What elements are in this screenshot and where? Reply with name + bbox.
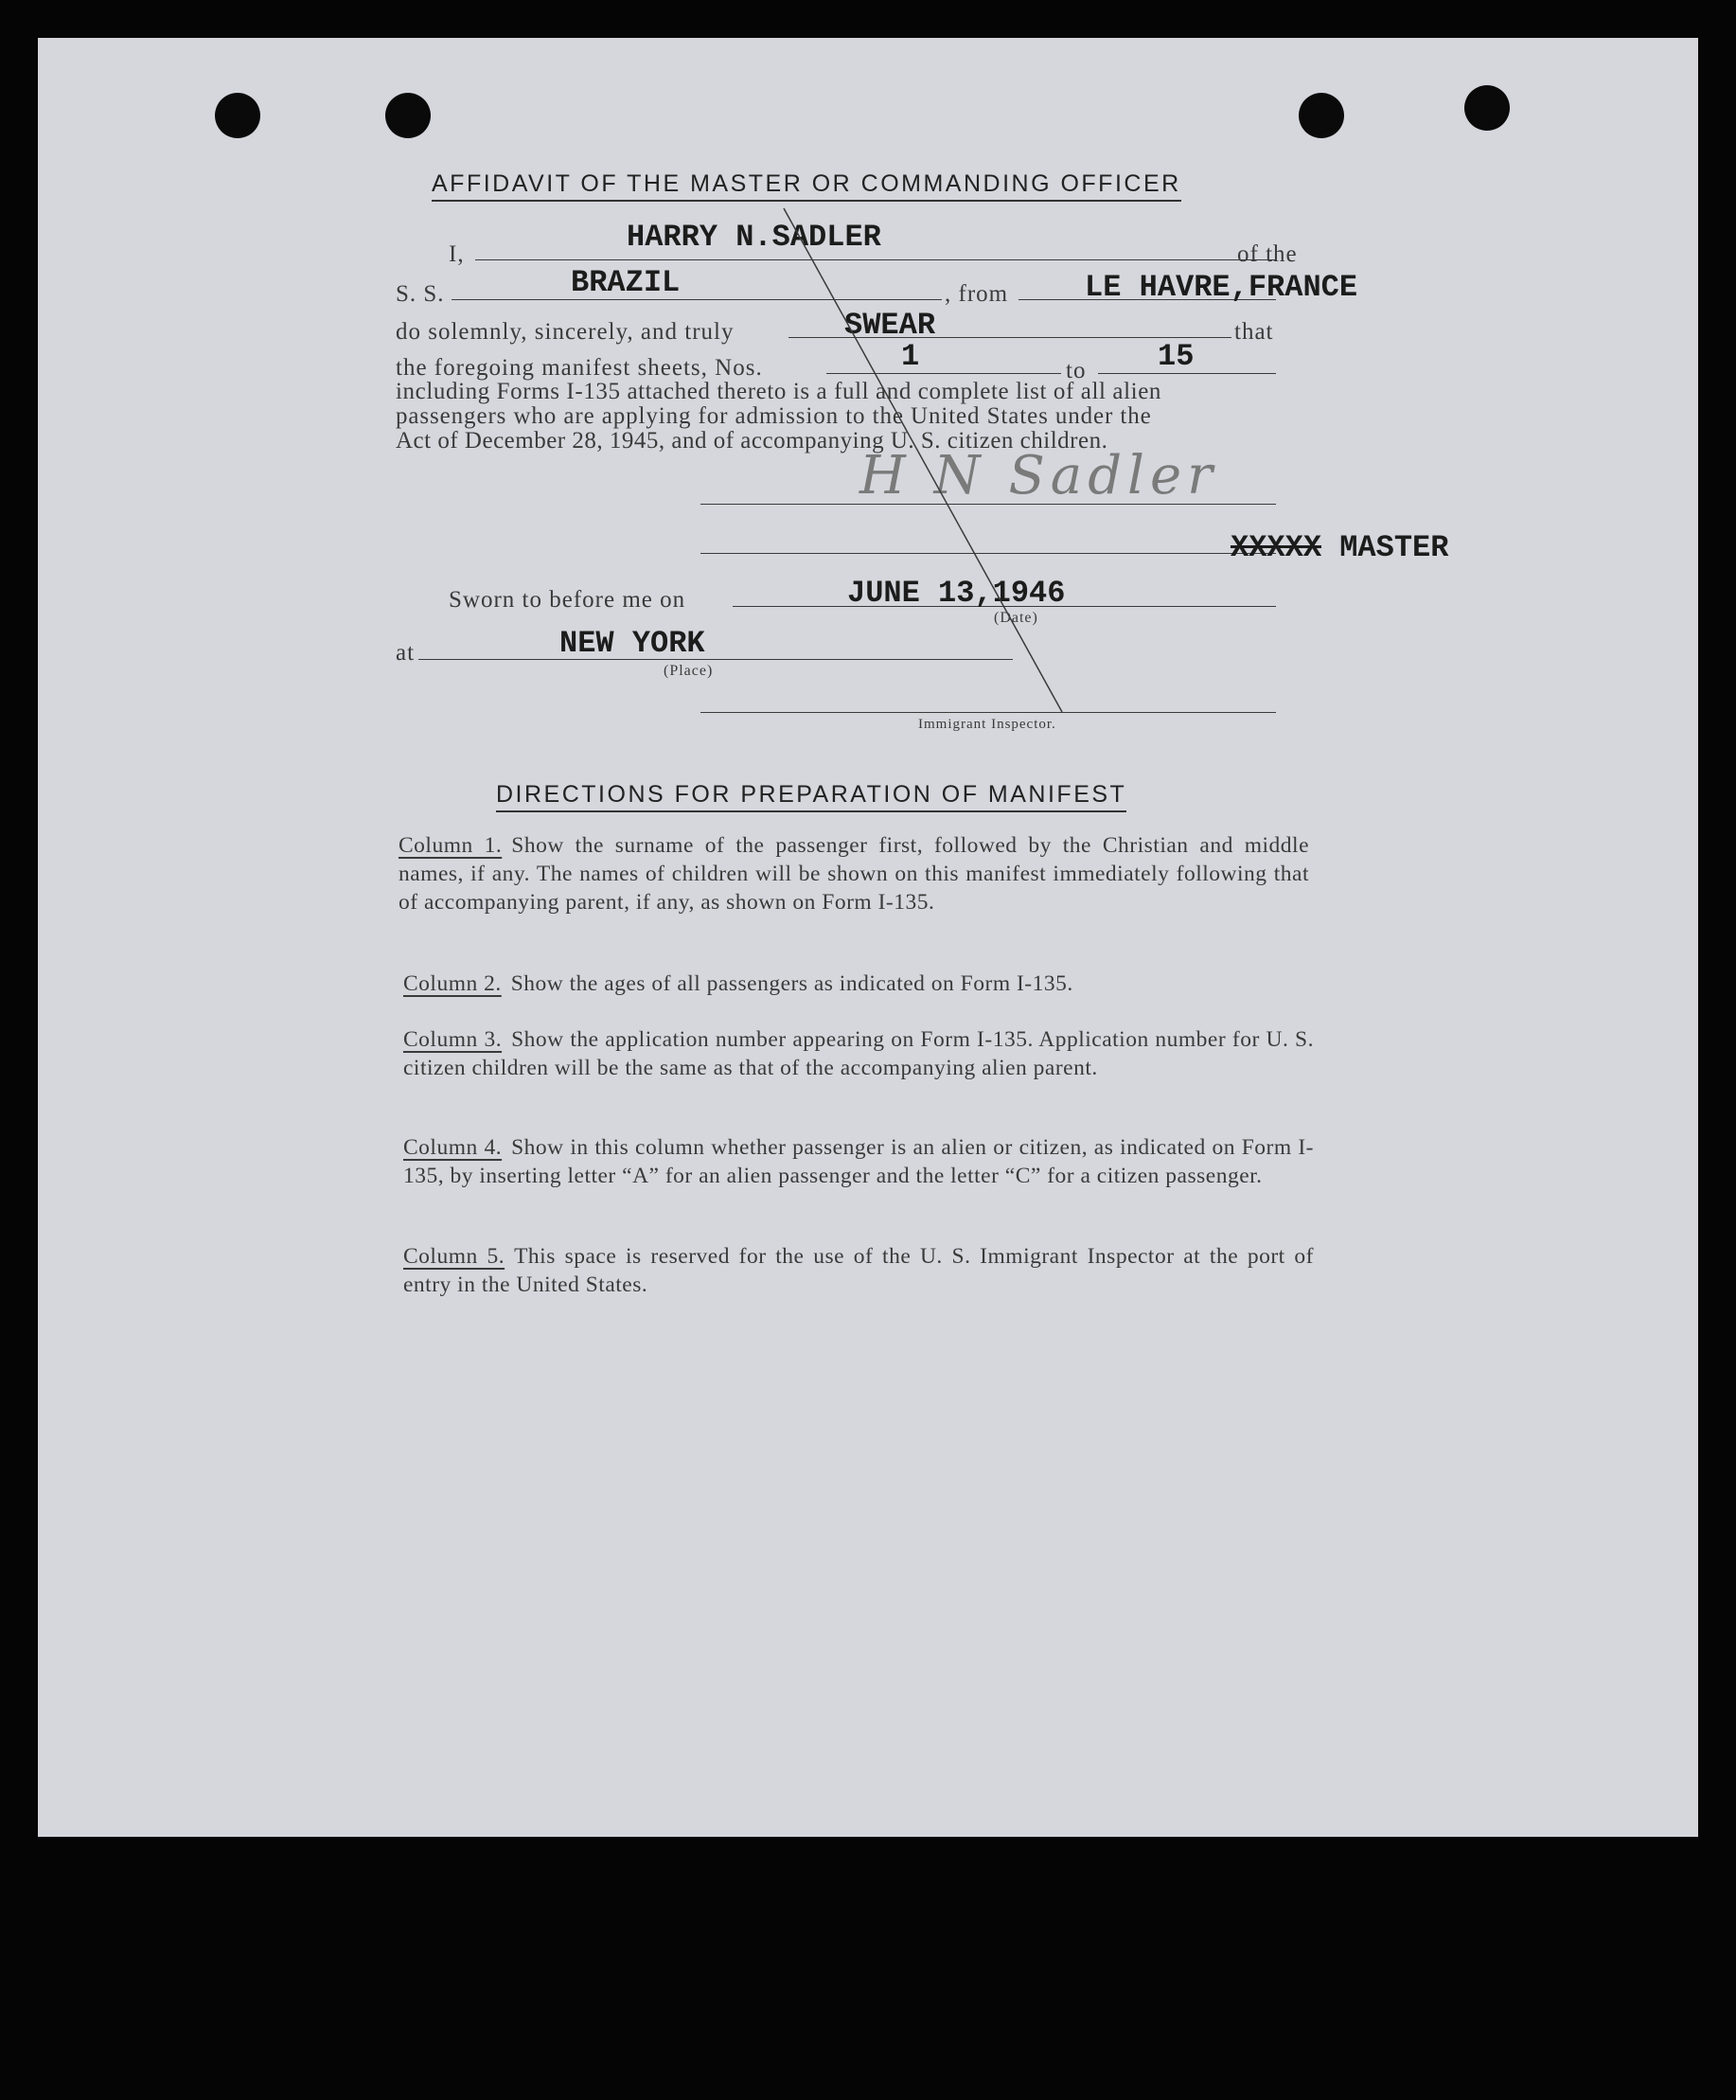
- direction-label: Column 1.: [399, 833, 503, 858]
- affidavit-body-line1: including Forms I-135 attached thereto is a full and complete list of all alien: [396, 379, 1161, 404]
- direction-text: Show in this column whether passenger is an alien or citizen, as indicated on Form I-135, by inserting letter “A” for an alien passenger and the letter “C” for a citizen passenger.: [403, 1135, 1314, 1188]
- master-signature: H N Sadler: [859, 445, 1218, 507]
- direction-item-1: [399, 831, 1309, 917]
- line4-prefix: the foregoing manifest sheets, Nos.: [396, 355, 763, 381]
- direction-text: Show the surname of the passenger first, followed by the Christian and middle names, if any. The names of children will be shown on this manifest immediately following that of accompanying parent, if any, as shown on Form I-135.: [399, 833, 1310, 915]
- inspector-caption: Immigrant Inspector.: [918, 717, 1056, 732]
- line3-suffix: that: [1234, 319, 1274, 345]
- date-caption: (Date): [994, 610, 1038, 626]
- line2-prefix: S. S.: [396, 281, 445, 307]
- direction-text: Show the ages of all passengers as indicated on Form I-135.: [510, 971, 1073, 996]
- at-prefix: at: [396, 640, 416, 666]
- direction-item-4: [403, 1133, 1314, 1190]
- direction-item-5: [403, 1242, 1314, 1299]
- title-role: MASTER: [1339, 530, 1449, 565]
- place-caption: (Place): [664, 663, 714, 679]
- sheet-from: 1: [901, 339, 920, 374]
- directions-title: DIRECTIONS FOR PREPARATION OF MANIFEST: [496, 781, 1126, 812]
- affidavit-body-line3: Act of December 28, 1945, and of accompanying U. S. citizen children.: [396, 428, 1108, 454]
- direction-item-3: [403, 1025, 1314, 1082]
- sworn-date: JUNE 13,1946: [847, 576, 1066, 611]
- affidavit-body-line2: passengers who are applying for admission to the United States under the: [396, 403, 1152, 429]
- line1-suffix: of the: [1237, 241, 1298, 267]
- port-from: LE HAVRE,FRANCE: [1085, 270, 1358, 305]
- place: NEW YORK: [559, 626, 705, 661]
- line3-prefix: do solemnly, sincerely, and truly: [396, 319, 735, 345]
- diagonal-mark: [38, 38, 1698, 795]
- direction-label: Column 5.: [403, 1244, 505, 1269]
- direction-label: Column 4.: [403, 1135, 503, 1160]
- sworn-prefix: Sworn to before me on: [449, 587, 686, 613]
- direction-item-2: [403, 970, 1314, 998]
- ship-name: BRAZIL: [571, 265, 681, 300]
- direction-label: Column 2.: [403, 971, 502, 996]
- line2-from: , from: [945, 281, 1009, 307]
- line1-prefix: I,: [449, 241, 465, 267]
- direction-label: Column 3.: [403, 1027, 503, 1052]
- struck-title: XXXXX: [1231, 530, 1322, 565]
- affidavit-title: AFFIDAVIT OF THE MASTER OR COMMANDING OFFICER: [432, 170, 1181, 202]
- master-name: HARRY N.SADLER: [627, 220, 881, 255]
- direction-text: This space is reserved for the use of the U. S. Immigrant Inspector at the port of entry in the United States.: [403, 1244, 1314, 1297]
- document-page: [38, 38, 1698, 1837]
- direction-text: Show the application number appearing on Form I-135. Application number for U. S. citizen children will be the same as that of the accompanying alien parent.: [403, 1027, 1315, 1080]
- oath-verb: SWEAR: [844, 308, 936, 343]
- line4-to: to: [1066, 358, 1087, 383]
- sheet-to: 15: [1158, 339, 1195, 374]
